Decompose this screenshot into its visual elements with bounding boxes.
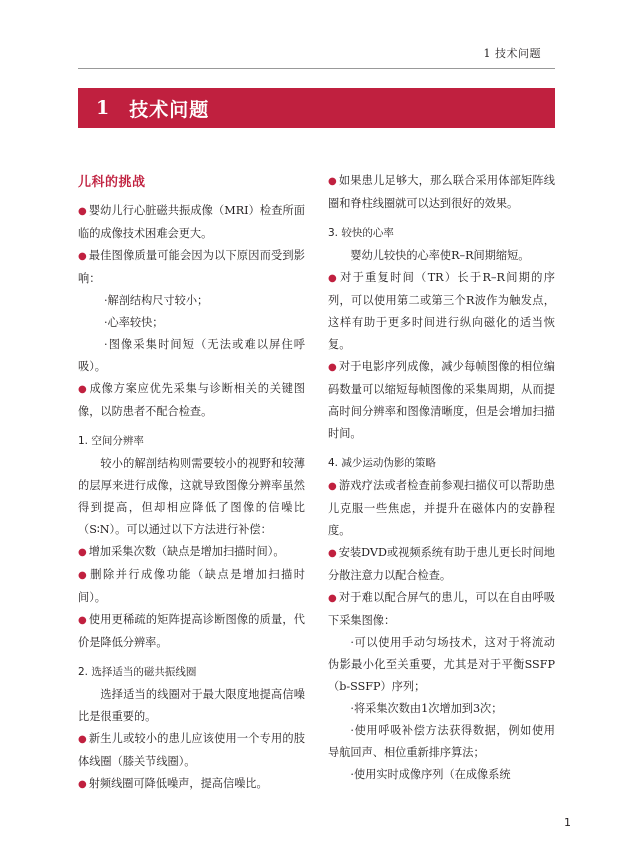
- sub-item: ·使用实时成像序列（在成像系统: [350, 768, 511, 781]
- bullet-text: 射频线圈可降低噪声，提高信噪比。: [88, 777, 268, 790]
- bullet-item: [328, 170, 555, 215]
- sub-item: ·图像采集时间短（无法或难以屏住呼吸）。: [78, 338, 305, 373]
- bullet-item: [78, 773, 305, 796]
- bullet-text: 游戏疗法或者检查前参观扫描仪可以帮助患儿克服一些焦虑，并提升在磁体内的安静程度。: [328, 479, 555, 537]
- bullet-item: [78, 200, 305, 245]
- subsection-title: 1. 空间分辨率: [78, 435, 144, 447]
- paragraph: 选择适当的线圈对于最大限度地提高信噪比是很重要的。: [78, 688, 305, 723]
- chapter-banner: [78, 88, 555, 128]
- bullet-text: 对于重复时间（TR）长于R–R间期的序列，可以使用第二或第三个R波作为触发点，这样有助于更多时间进行纵向磁化的适当恢复。: [328, 271, 555, 351]
- bullet-text: 最佳图像质量可能会因为以下原因而受到影响：: [78, 249, 305, 285]
- bullet-dot-icon: ●: [328, 176, 337, 187]
- chapter-title: 技术问题: [129, 98, 210, 121]
- bullet-dot-icon: ●: [328, 273, 339, 284]
- bullet-item: [328, 267, 555, 356]
- bullet-dot-icon: ●: [328, 593, 337, 604]
- bullet-item: [78, 245, 305, 290]
- paragraph: 较小的解剖结构则需要较小的视野和较薄的层厚来进行成像，这就导致图像分辨率虽然得到提高，但却相应降低了图像的信噪比（S∶N）。可以通过以下方法进行补偿：: [78, 457, 305, 536]
- bullet-dot-icon: ●: [78, 570, 89, 581]
- bullet-item: [328, 587, 555, 632]
- subsection-title: 4. 减少运动伪影的策略: [328, 457, 436, 469]
- bullet-text: 删除并行成像功能（缺点是增加扫描时间）。: [78, 568, 305, 604]
- bullet-dot-icon: ●: [78, 547, 87, 558]
- bullet-dot-icon: ●: [78, 251, 87, 262]
- sub-item: ·解剖结构尺寸较小；: [104, 294, 209, 307]
- bullet-text: 对于电影序列成像，减少每帧图像的相位编码数量可以缩短每帧图像的采集周期，从而提高时间分辨率和图像清晰度，但是会增加扫描时间。: [328, 360, 555, 440]
- bullet-item: [328, 542, 555, 587]
- bullet-text: 安装DVD或视频系统有助于患儿更长时间地分散注意力以配合检查。: [328, 546, 555, 582]
- subsection-title: 2. 选择适当的磁共振线圈: [78, 666, 197, 678]
- bullet-dot-icon: ●: [78, 734, 87, 745]
- bullet-item: [78, 609, 305, 654]
- page-number: 1: [564, 816, 571, 829]
- bullet-item: [78, 378, 305, 423]
- running-head: 1 技术问题: [483, 47, 541, 60]
- bullet-text: 婴幼儿行心脏磁共振成像（MRI）检查所面临的成像技术困难会更大。: [78, 204, 305, 240]
- bullet-text: 新生儿或较小的患儿应该使用一个专用的肢体线圈（膝关节线圈）。: [78, 732, 305, 768]
- sub-item: ·心率较快；: [104, 316, 164, 329]
- sub-item: ·可以使用手动匀场技术，这对于将流动伪影最小化至关重要，尤其是对于平衡SSFP（b-SSFP）序列；: [328, 636, 555, 693]
- bullet-text: 增加采集次数（缺点是增加扫描时间）。: [88, 545, 285, 558]
- bullet-item: [78, 728, 305, 773]
- bullet-dot-icon: ●: [78, 779, 87, 790]
- paragraph: 婴幼儿较快的心率使R–R间期缩短。: [350, 249, 530, 262]
- sub-item: ·将采集次数由1次增加到3次；: [350, 702, 503, 715]
- bullet-text: 如果患儿足够大，那么联合采用体部矩阵线圈和脊柱线圈就可以达到很好的效果。: [328, 174, 555, 210]
- bullet-text: 成像方案应优先采集与诊断相关的关键图像，以防患者不配合检查。: [78, 382, 305, 418]
- section-title: 儿科的挑战: [78, 175, 146, 190]
- bullet-item: [78, 564, 305, 609]
- subsection-title: 3. 较快的心率: [328, 227, 394, 239]
- bullet-text: 对于难以配合屏气的患儿，可以在自由呼吸下采集图像：: [328, 591, 555, 627]
- chapter-number: 1: [96, 97, 110, 119]
- bullet-dot-icon: ●: [78, 384, 88, 395]
- header-rule: [78, 68, 555, 69]
- bullet-item: [328, 356, 555, 445]
- bullet-item: [78, 541, 305, 564]
- left-column: [78, 170, 305, 796]
- bullet-dot-icon: ●: [328, 481, 337, 492]
- bullet-dot-icon: ●: [78, 206, 87, 217]
- right-column: [328, 170, 555, 786]
- bullet-dot-icon: ●: [328, 362, 337, 373]
- sub-item: ·使用呼吸补偿方法获得数据，例如使用导航回声、相位重新排序算法；: [328, 724, 555, 759]
- bullet-item: [328, 475, 555, 542]
- bullet-dot-icon: ●: [78, 615, 87, 626]
- bullet-text: 使用更稀疏的矩阵提高诊断图像的质量，代价是降低分辨率。: [78, 613, 305, 649]
- bullet-dot-icon: ●: [328, 548, 337, 559]
